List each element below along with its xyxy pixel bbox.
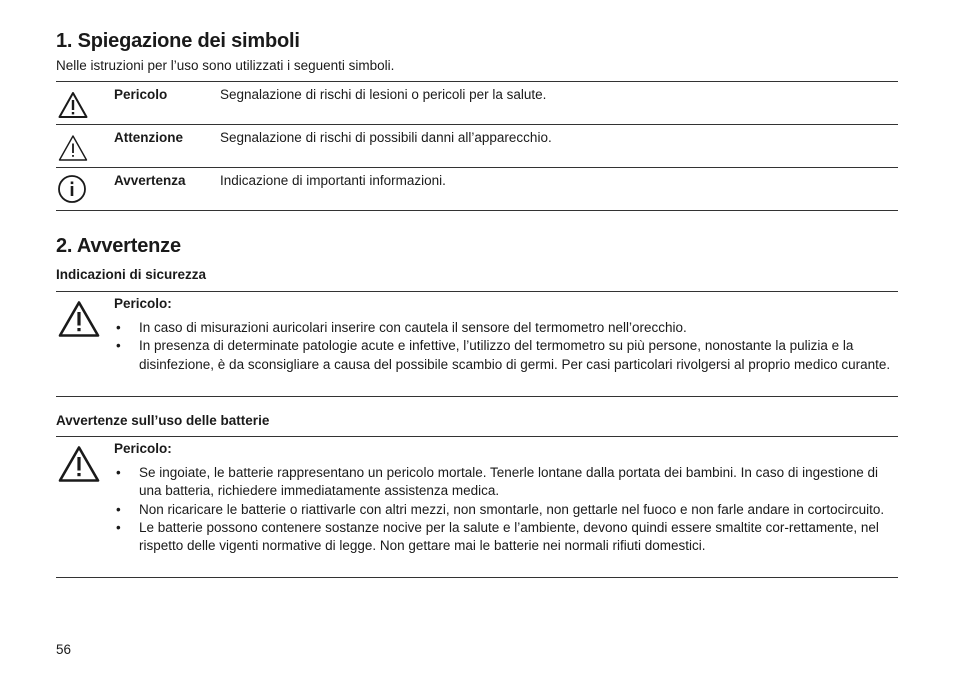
symbol-description: Segnalazione di rischi di lesioni o pericoli per la salute.: [220, 87, 547, 102]
manual-page: [56, 0, 898, 675]
warning-triangle-icon: [58, 134, 88, 162]
section-2-title: 2. Avvertenze: [56, 235, 181, 257]
bullet: •: [116, 338, 121, 354]
bullet: •: [116, 519, 121, 535]
page-number: 56: [56, 642, 72, 657]
bullet: •: [116, 501, 121, 517]
list-item-text: In presenza di determinate patologie acute e infettive, l’utilizzo del termometro su più persone, nonostante la pulizia e la disinfezione, è da sconsigliare a causa del possibile scambio di germi. Per casi particolari rivolgersi al proprio medico curante.: [139, 338, 891, 372]
batteries-list: [114, 464, 898, 555]
symbol-description: Segnalazione di rischi di possibili danni all’apparecchio.: [220, 130, 552, 145]
batteries-heading: Avvertenze sull’uso delle batterie: [56, 413, 270, 428]
list-item-text: Non ricaricare le batterie o riattivarle con altri mezzi, non smontarle, non gettarle nel fuoco e non farle andare in cortocircuito.: [139, 501, 885, 517]
safety-warning-block: [56, 291, 898, 397]
symbol-term: Pericolo: [114, 87, 168, 102]
warning-triangle-icon: [58, 300, 100, 338]
bullet: •: [116, 465, 121, 480]
warning-label: Pericolo:: [114, 441, 172, 456]
bullet: •: [116, 320, 121, 335]
warning-triangle-icon: [58, 91, 88, 119]
list-item: [114, 519, 898, 556]
list-item-text: Se ingoiate, le batterie rappresentano un pericolo mortale. Tenerle lontane dalla portata dei bambini. In caso di ingestione di una batteria, richiedere immediatamente assistenza medica.: [139, 465, 878, 499]
warning-label: Pericolo:: [114, 296, 172, 311]
batteries-warning-block: [56, 436, 898, 578]
symbol-term: Avvertenza: [114, 173, 186, 188]
safety-list: [114, 319, 898, 374]
list-item: [114, 337, 898, 374]
symbols-table: [56, 81, 898, 211]
list-item: [114, 319, 898, 337]
section-1-title: 1. Spiegazione dei simboli: [56, 30, 300, 52]
symbol-row-pericolo: [56, 82, 898, 125]
symbol-term: Attenzione: [114, 130, 183, 145]
section-1-intro: Nelle istruzioni per l’uso sono utilizzati i seguenti simboli.: [56, 58, 395, 73]
info-circle-icon: [58, 174, 88, 204]
list-item: [114, 464, 898, 501]
list-item-text: Le batterie possono contenere sostanze nocive per la salute e l’ambiente, devono quindi essere smaltite cor-rettamente, nel rispetto delle vigenti normative di legge. Non gettare mai le batterie nei normali rifiuti domestici.: [139, 519, 879, 554]
symbol-description: Indicazione di importanti informazioni.: [220, 173, 446, 188]
list-item-text: In caso di misurazioni auricolari inserire con cautela il sensore del termometro nell’orecchio.: [139, 320, 687, 335]
symbol-row-avvertenza: [56, 168, 898, 211]
safety-heading: Indicazioni di sicurezza: [56, 267, 207, 282]
warning-triangle-icon: [58, 445, 100, 483]
list-item: [114, 501, 898, 519]
symbol-row-attenzione: [56, 125, 898, 168]
